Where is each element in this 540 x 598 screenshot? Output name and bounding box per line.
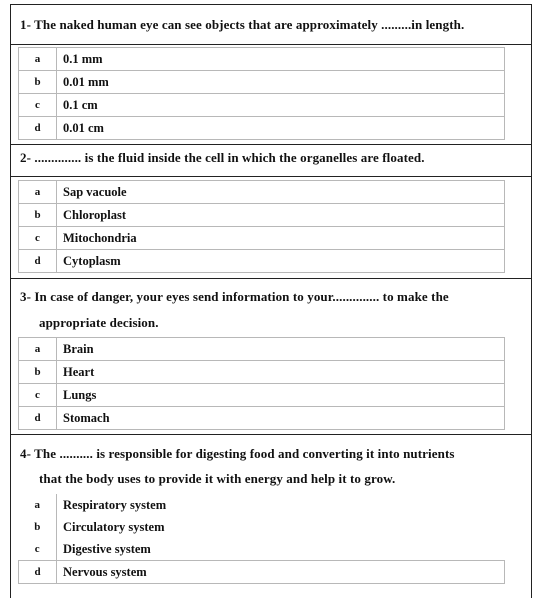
option-letter: b — [34, 521, 41, 533]
option-text: Nervous system — [57, 561, 505, 584]
option-row[interactable] — [19, 516, 505, 538]
option-text: Circulatory system — [57, 516, 505, 538]
option-text: Chloroplast — [57, 204, 505, 227]
question-4-text-continued: that the body uses to provide it with energy and help it to grow. — [39, 471, 396, 486]
option-row[interactable] — [19, 181, 505, 204]
option-text: Cytoplasm — [57, 250, 505, 273]
option-letter: a — [19, 48, 57, 71]
option-row[interactable] — [19, 338, 505, 361]
option-row[interactable] — [19, 407, 505, 430]
divider — [10, 44, 532, 45]
option-text: Respiratory system — [57, 494, 505, 516]
option-row[interactable] — [19, 71, 505, 94]
question-3-text: 3- In case of danger, your eyes send information to your.............. to make the — [20, 289, 449, 304]
option-letter: c — [19, 227, 57, 250]
option-row[interactable] — [19, 250, 505, 273]
option-text: Heart — [57, 361, 505, 384]
option-letter: d — [19, 250, 57, 273]
option-row[interactable] — [19, 361, 505, 384]
option-row[interactable] — [19, 117, 505, 140]
option-letter: c — [19, 94, 57, 117]
question-1-text: 1- The naked human eye can see objects that are approximately .........in length. — [20, 17, 465, 32]
option-row[interactable] — [19, 561, 505, 584]
option-letter: a — [19, 181, 57, 204]
divider — [10, 176, 532, 177]
option-row[interactable] — [19, 384, 505, 407]
option-letter: a — [34, 499, 40, 511]
option-row[interactable] — [19, 538, 505, 561]
option-letter: b — [19, 204, 57, 227]
option-row[interactable] — [19, 204, 505, 227]
option-text: 0.01 mm — [57, 71, 505, 94]
option-row[interactable] — [19, 227, 505, 250]
option-letter: c — [34, 543, 40, 555]
option-letter: d — [19, 117, 57, 140]
option-text: Stomach — [57, 407, 505, 430]
option-text: 0.1 cm — [57, 94, 505, 117]
option-letter: d — [19, 407, 57, 430]
divider — [10, 144, 532, 145]
question-3-options — [18, 337, 505, 430]
option-letter: a — [19, 338, 57, 361]
option-row[interactable] — [19, 494, 505, 516]
option-text: Sap vacuole — [57, 181, 505, 204]
option-letter: c — [19, 384, 57, 407]
option-text: Lungs — [57, 384, 505, 407]
question-1-options — [18, 47, 505, 140]
option-row[interactable] — [19, 48, 505, 71]
divider — [10, 278, 532, 279]
option-letter: d — [19, 561, 57, 584]
question-2-options — [18, 180, 505, 273]
option-text: Brain — [57, 338, 505, 361]
option-row[interactable] — [19, 94, 505, 117]
question-2-text: 2- .............. is the fluid inside the cell in which the organelles are floated. — [20, 150, 425, 165]
divider — [10, 434, 532, 435]
option-text: Mitochondria — [57, 227, 505, 250]
option-text: 0.01 cm — [57, 117, 505, 140]
question-3-text-continued: appropriate decision. — [39, 315, 159, 330]
option-letter: b — [19, 71, 57, 94]
option-text: Digestive system — [57, 538, 505, 561]
option-text: 0.1 mm — [57, 48, 505, 71]
option-letter: b — [19, 361, 57, 384]
question-4-options — [18, 494, 505, 584]
question-4-text: 4- The .......... is responsible for digesting food and converting it into nutrients — [20, 446, 455, 461]
